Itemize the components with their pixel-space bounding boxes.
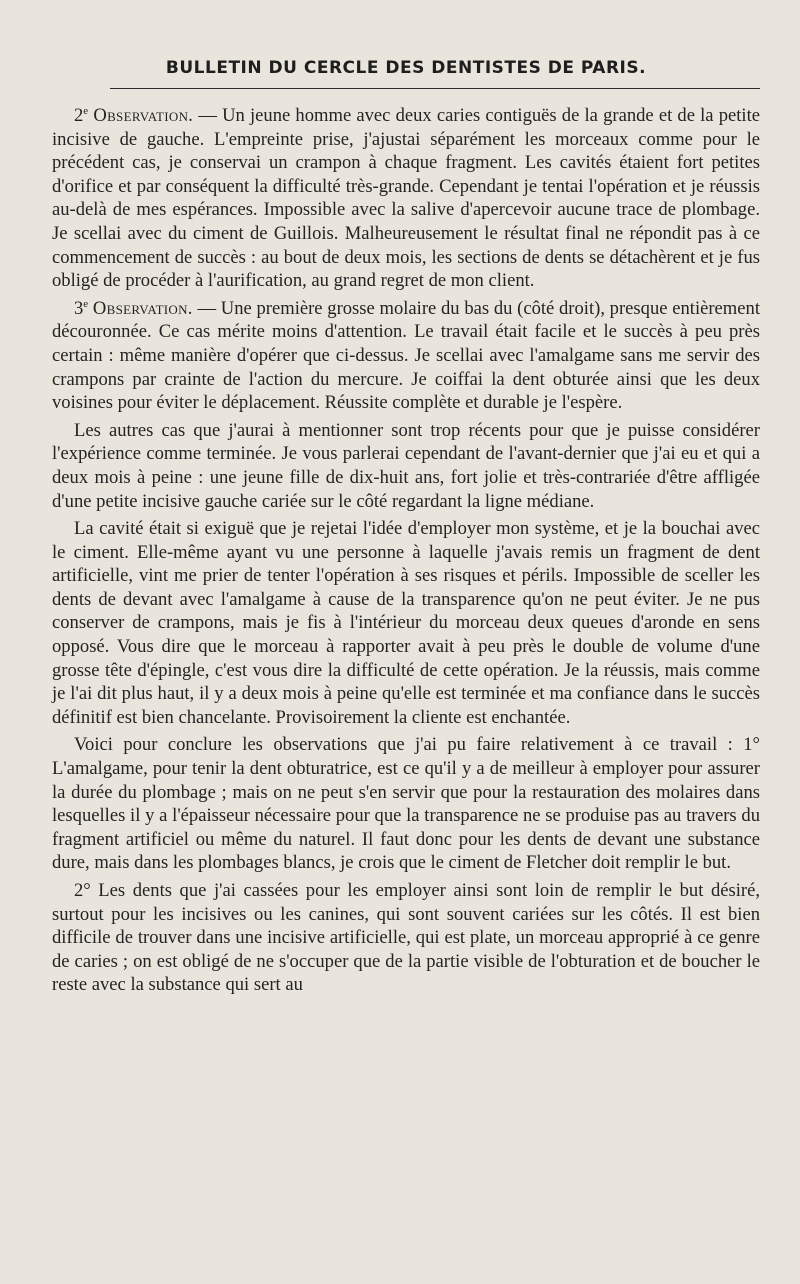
paragraph-observation-3: [52, 297, 760, 415]
paragraph-text: — Un jeune homme avec deux caries contiguës de la grande et de la petite incisive de gauche. L'empreinte prise, j'ajustai séparément les morceaux comme pour le précédent cas, je conservai un crampon à chaque fragment. Les cavités étaient fort petites d'orifice et par conséquent la difficulté très-grande. Cependant je tentai l'opération et je réussis au-delà de mes espérances. Impossible avec la salive d'apercevoir aucune trace de plombage. Je scellai avec du ciment de Guillois. Malheureusement le résultat final ne répondit pas à ce commencement de succès : au bout de deux mois, les sections de dents se détachèrent et je fus obligé de procéder à l'aurification, au grand regret de mon client.: [52, 105, 761, 292]
observation-number: 3: [74, 297, 84, 319]
body-text: [52, 104, 760, 997]
paragraph-text: — Une première grosse molaire du bas du (côté droit), presque entièrement découronnée. Ce cas mérite moins d'attention. Le travail était facile et le succès à peu près certain : même manière d'opérer que ci-dessus. Je scellai avec l'amalgame sans me servir des crampons par crainte de l'action du mercure. Je coiffai la dent obturée ainsi que les deux voisines pour éviter le déplacement. Réussite complète et durable je l'espère.: [52, 297, 760, 414]
observation-number: 2: [74, 105, 84, 126]
paragraph: 2° Les dents que j'ai cassées pour les employer ainsi sont loin de remplir le but désiré, surtout pour les incisives ou les canines, qui sont souvent cariées sur les côtés. Il est bien difficile de trouver dans une incisive artificielle, qui est plate, un morceau approprié à ce genre de caries ; on est obligé de ne s'occuper que de la partie visible de l'obturation et de boucher le reste avec la substance qui sert au: [52, 880, 760, 996]
paragraph: Les autres cas que j'aurai à mentionner sont trop récents pour que je puisse considérer l'expérience comme terminée. Je vous parlerai cependant de l'avant-dernier que j'ai eu et qui a deux mois à peine : une jeune fille de dix-huit ans, fort jolie et très-contrariée d'être affligée d'une petite incisive gauche cariée sur le côté regardant la ligne médiane.: [52, 419, 760, 512]
paragraph: La cavité était si exiguë que je rejetai l'idée d'employer mon système, et je la bouchai avec le ciment. Elle-même ayant vu une personne à laquelle j'avais remis un fragment de dent artificielle, vint me prier de tenter l'opération à ses risques et périls. Impossible de sceller les dents de devant avec l'amalgame à cause de la transparence qu'on ne peut éviter. Je ne pus conserver de crampons, mais je fis à l'intérieur du morceau deux queues d'aronde en sens opposé. Vous dire que le morceau à rapporter avait à peu près le double de volume d'une grosse tête d'épingle, c'est vous dire la difficulté de cette opération. Je la réussis, mais comme je l'ai dit plus haut, il y a deux mois à peine qu'elle est terminée et ma confiance dans le succès définitif est bien chancelante. Provisoirement la cliente est enchantée.: [52, 518, 760, 728]
observation-label: Observation.: [93, 105, 194, 126]
running-head: BULLETIN DU CERCLE DES DENTISTES DE PARIS.: [165, 58, 647, 78]
observation-ordinal: e: [83, 297, 89, 310]
paragraph-observation-2: [52, 104, 760, 293]
observation-ordinal: e: [83, 104, 89, 117]
header-rule: [110, 88, 760, 89]
observation-label: Observation.: [92, 297, 193, 319]
paragraph: Voici pour conclure les observations que j'ai pu faire relativement à ce travail : 1° L'amalgame, pour tenir la dent obturatrice, est ce qu'il y a de meilleur à employer pour assurer la durée du plombage ; mais on ne peut s'en servir que pour la restauration des molaires dans lesquelles il y a l'épaisseur nécessaire pour que la transparence ne se produise pas au travers du fragment artificiel ou même du naturel. Il faut donc pour les dents de devant une substance dure, mais dans les plombages blancs, je crois que le ciment de Fletcher doit remplir le but.: [52, 734, 760, 874]
